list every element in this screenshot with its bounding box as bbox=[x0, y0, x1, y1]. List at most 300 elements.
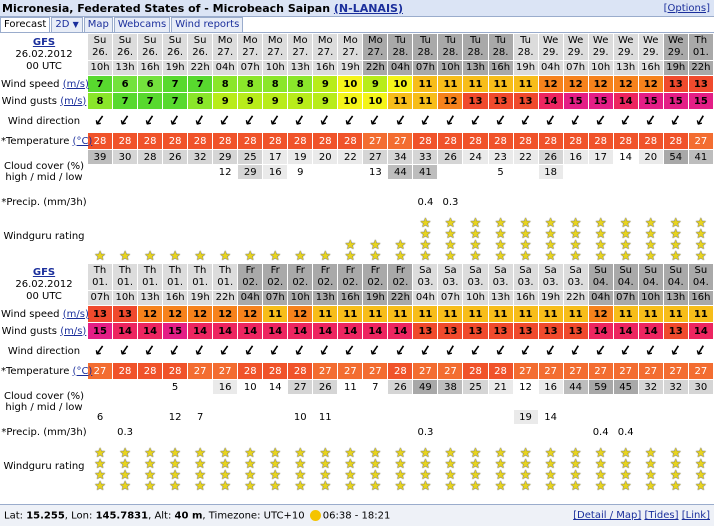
wind-gust-cell: 15 bbox=[689, 93, 713, 109]
precip-cell bbox=[639, 195, 663, 209]
rating-cell bbox=[539, 210, 563, 262]
cloud-low-cell bbox=[288, 180, 312, 194]
rating-cell bbox=[263, 440, 287, 492]
temperature-cell: 28 bbox=[113, 363, 137, 379]
row-label bbox=[1, 195, 87, 209]
row-label bbox=[1, 93, 87, 109]
wind-arrow-icon: ↙ bbox=[468, 112, 483, 130]
rating-cell bbox=[263, 210, 287, 262]
wind-speed-cell: 11 bbox=[664, 306, 688, 322]
wind-arrow-icon: ↙ bbox=[668, 341, 684, 361]
rating-cell bbox=[639, 440, 663, 492]
wind-direction-cell bbox=[514, 110, 538, 132]
rating-cell bbox=[188, 210, 212, 262]
options-link[interactable]: [Options] bbox=[663, 2, 710, 14]
star-icon: ★ ★ ★ ★ bbox=[394, 446, 407, 494]
wind-speed-cell: 11 bbox=[413, 76, 437, 92]
wind-direction-cell bbox=[363, 110, 387, 132]
model-link[interactable]: GFS bbox=[32, 266, 56, 278]
star-icon: ★ ★ ★ ★ bbox=[619, 446, 632, 494]
wind-speed-cell: 8 bbox=[213, 76, 237, 92]
star-icon: ★ ★ ★ ★ bbox=[319, 446, 332, 494]
day-name: Mo bbox=[292, 35, 308, 46]
wind-gust-cell: 13 bbox=[489, 93, 513, 109]
row-label bbox=[1, 323, 87, 339]
star-icon: ★ bbox=[119, 249, 131, 264]
cloud-low-cell bbox=[363, 180, 387, 194]
day-header bbox=[188, 264, 212, 290]
day-date: 29. bbox=[617, 47, 634, 58]
rating-cell bbox=[614, 210, 638, 262]
day-header bbox=[689, 264, 713, 290]
hour-header: 04h bbox=[539, 61, 563, 75]
temperature-cell: 28 bbox=[188, 133, 212, 149]
wind-arrow-icon: ↙ bbox=[392, 111, 408, 131]
latitude: 15.255 bbox=[26, 510, 65, 522]
wind-direction-cell bbox=[664, 110, 688, 132]
star-icon: ★ ★ ★ ★ bbox=[619, 216, 632, 264]
location-info: Lat: 15.255, Lon: 145.7831, Alt: 40 m, Timezone: UTC+10 06:38 - 18:21 bbox=[4, 510, 391, 522]
day-header bbox=[263, 34, 287, 60]
longitude: 145.7831 bbox=[95, 510, 149, 522]
cloud-mid-cell bbox=[514, 395, 538, 409]
footer-bar bbox=[0, 504, 714, 526]
precip-cell bbox=[263, 425, 287, 439]
rating-cell bbox=[288, 210, 312, 262]
wind-arrow-icon: ↙ bbox=[468, 342, 483, 360]
day-date: 02. bbox=[242, 277, 259, 288]
cloud-mid-cell bbox=[238, 395, 262, 409]
hour-header: 22h bbox=[564, 291, 588, 305]
precip-cell bbox=[188, 425, 212, 439]
wind-gusts-unit-link[interactable]: (m/s) bbox=[60, 95, 87, 107]
day-name: Sa bbox=[519, 265, 532, 276]
wind-arrow-icon: ↙ bbox=[593, 342, 608, 360]
tab-forecast[interactable]: Forecast bbox=[0, 17, 50, 32]
cloud-low-cell bbox=[113, 180, 137, 194]
cloud-low-cell bbox=[363, 410, 387, 424]
wind-direction-cell bbox=[188, 340, 212, 362]
cloud-high-cell: 59 bbox=[589, 380, 613, 394]
cloud-high-cell: 25 bbox=[463, 380, 487, 394]
wind-arrow-icon: ↙ bbox=[643, 341, 659, 361]
precip-cell bbox=[213, 195, 237, 209]
day-name: Fr bbox=[370, 265, 380, 276]
wind-direction-cell bbox=[263, 340, 287, 362]
day-name: Th bbox=[118, 265, 132, 276]
day-name: Su bbox=[143, 35, 157, 46]
wind-direction-cell bbox=[288, 110, 312, 132]
hour-header: 10h bbox=[113, 291, 137, 305]
cloud-low-cell bbox=[639, 410, 663, 424]
wind-speed-cell: 12 bbox=[564, 76, 588, 92]
wind-speed-cell: 11 bbox=[514, 306, 538, 322]
chevron-down-icon[interactable]: ▼ bbox=[72, 20, 79, 29]
star-icon: ★ ★ ★ ★ bbox=[419, 446, 432, 494]
wind-arrow-icon: ↙ bbox=[643, 111, 659, 131]
temperature-cell: 28 bbox=[288, 133, 312, 149]
wind-gust-cell: 13 bbox=[489, 323, 513, 339]
star-icon: ★ ★ ★ ★ bbox=[444, 446, 457, 494]
cloud-low-cell bbox=[413, 180, 437, 194]
wind-speed-unit-link[interactable]: (m/s) bbox=[62, 308, 89, 320]
wind-direction-cell bbox=[564, 110, 588, 132]
wind-gust-cell: 8 bbox=[88, 93, 112, 109]
rating-label: Windguru rating bbox=[3, 460, 85, 472]
forecast-table bbox=[0, 33, 714, 263]
star-icon: ★ ★ ★ ★ bbox=[194, 446, 206, 494]
rating-cell bbox=[689, 210, 713, 262]
cloud-cover-title: Cloud cover (%) bbox=[3, 161, 85, 172]
cloud-mid-cell bbox=[639, 165, 663, 179]
rating-cell bbox=[463, 440, 487, 492]
cloud-low-cell: 11 bbox=[313, 410, 337, 424]
wind-speed-unit-link[interactable]: (m/s) bbox=[62, 78, 89, 90]
wind-speed-cell: 13 bbox=[113, 306, 137, 322]
day-name: Sa bbox=[419, 265, 432, 276]
cloud-low-cell bbox=[263, 180, 287, 194]
wind-gust-cell: 15 bbox=[88, 323, 112, 339]
temperature-unit-link[interactable]: (°C) bbox=[72, 135, 93, 147]
temperature-cell: 28 bbox=[664, 133, 688, 149]
tab-2d[interactable]: 2D ▼ bbox=[51, 17, 82, 32]
day-name: Tu bbox=[495, 35, 506, 46]
day-date: 28. bbox=[392, 47, 409, 58]
timezone: UTC+10 bbox=[263, 510, 305, 522]
temperature-cell: 27 bbox=[639, 363, 663, 379]
wind-gust-cell: 13 bbox=[463, 323, 487, 339]
cloud-low-cell bbox=[438, 410, 462, 424]
model-link[interactable]: GFS bbox=[32, 36, 56, 48]
temperature-cell: 28 bbox=[138, 133, 162, 149]
rating-cell bbox=[438, 440, 462, 492]
cloud-high-cell: 26 bbox=[539, 150, 563, 164]
day-name: Su bbox=[619, 265, 633, 276]
wind-arrow-icon: ↙ bbox=[392, 341, 408, 361]
cloud-high-cell: 16 bbox=[539, 380, 563, 394]
tab-bar bbox=[0, 17, 714, 33]
rating-cell bbox=[589, 210, 613, 262]
wind-speed-cell: 11 bbox=[514, 76, 538, 92]
cloud-mid-cell: 18 bbox=[539, 165, 563, 179]
day-date: 26. bbox=[142, 47, 159, 58]
cloud-mid-cell bbox=[438, 165, 462, 179]
cloud-high-cell: 27 bbox=[363, 150, 387, 164]
wind-arrow-icon: ↙ bbox=[442, 341, 459, 361]
cloud-mid-cell bbox=[88, 395, 112, 409]
cloud-mid-cell bbox=[514, 165, 538, 179]
day-date: 02. bbox=[367, 277, 384, 288]
spot-title: Micronesia, Federated States of - Microbeach Saipan (N-LANAIS) bbox=[2, 1, 403, 15]
cloud-high-cell: 32 bbox=[639, 380, 663, 394]
wind-direction-cell bbox=[313, 340, 337, 362]
temperature-cell: 28 bbox=[514, 133, 538, 149]
wind-speed-cell: 12 bbox=[589, 306, 613, 322]
day-name: Su bbox=[694, 265, 708, 276]
precip-cell bbox=[263, 195, 287, 209]
wind-direction-cell bbox=[539, 340, 563, 362]
star-icon: ★ ★ ★ ★ bbox=[594, 446, 607, 494]
hour-header: 19h bbox=[338, 61, 362, 75]
wind-direction-cell bbox=[539, 110, 563, 132]
rating-cell bbox=[113, 440, 137, 492]
cloud-mid-cell: 9 bbox=[288, 165, 312, 179]
hour-header: 04h bbox=[388, 61, 412, 75]
temperature-cell: 28 bbox=[138, 363, 162, 379]
day-header bbox=[213, 34, 237, 60]
star-icon: ★ ★ ★ ★ bbox=[269, 446, 282, 494]
wind-gust-cell: 13 bbox=[564, 323, 588, 339]
cloud-mid-cell: 16 bbox=[263, 165, 287, 179]
precip-cell bbox=[88, 425, 112, 439]
hour-header: 10h bbox=[463, 291, 487, 305]
precip-cell bbox=[539, 195, 563, 209]
wind-arrow-icon: ↙ bbox=[368, 342, 383, 360]
rating-cell bbox=[639, 210, 663, 262]
hour-header: 04h bbox=[238, 291, 262, 305]
day-date: 29. bbox=[567, 47, 584, 58]
day-name: We bbox=[542, 35, 559, 46]
temperature-cell: 28 bbox=[88, 133, 112, 149]
cloud-low-cell bbox=[338, 410, 362, 424]
wind-speed-cell: 11 bbox=[338, 306, 362, 322]
hour-header: 16h bbox=[313, 61, 337, 75]
rating-cell bbox=[138, 210, 162, 262]
wind-arrow-icon: ↙ bbox=[192, 111, 208, 131]
cloud-low-cell bbox=[463, 410, 487, 424]
wind-gust-cell: 9 bbox=[263, 93, 287, 109]
wind-gust-cell: 14 bbox=[263, 323, 287, 339]
precip-cell bbox=[438, 425, 462, 439]
cloud-low-cell bbox=[138, 410, 162, 424]
rating-cell bbox=[564, 210, 588, 262]
rating-cell bbox=[689, 440, 713, 492]
wind-direction-cell bbox=[338, 340, 362, 362]
star-icon: ★ ★ ★ ★ bbox=[695, 446, 707, 494]
cloud-mid-cell bbox=[338, 165, 362, 179]
day-name: Th bbox=[694, 35, 708, 46]
wind-gust-cell: 8 bbox=[188, 93, 212, 109]
wind-direction-cell bbox=[163, 340, 187, 362]
model-utc: 00 UTC bbox=[26, 60, 62, 72]
wind-gust-cell: 14 bbox=[539, 93, 563, 109]
star-icon: ★ ★ ★ ★ bbox=[494, 216, 507, 264]
day-date: 29. bbox=[642, 47, 659, 58]
cloud-mid-cell bbox=[589, 395, 613, 409]
rating-cell bbox=[438, 210, 462, 262]
rating-cell bbox=[213, 210, 237, 262]
wind-speed-cell: 9 bbox=[363, 76, 387, 92]
wind-gust-cell: 11 bbox=[388, 93, 412, 109]
day-date: 01. bbox=[92, 277, 108, 288]
wind-arrow-icon: ↙ bbox=[242, 342, 258, 360]
wind-arrow-icon: ↙ bbox=[567, 341, 584, 361]
hour-header: 10h bbox=[639, 291, 663, 305]
precip-cell bbox=[614, 195, 638, 209]
star-icon: ★ bbox=[169, 249, 181, 264]
precip-cell bbox=[489, 195, 513, 209]
model-date: 26.02.2012 bbox=[15, 278, 73, 290]
row-label bbox=[1, 210, 87, 262]
wind-direction-cell bbox=[438, 340, 462, 362]
precip-cell bbox=[388, 425, 412, 439]
rating-cell bbox=[363, 210, 387, 262]
wind-gust-cell: 13 bbox=[463, 93, 487, 109]
day-name: Fr bbox=[395, 265, 405, 276]
wind-arrow-icon: ↙ bbox=[543, 111, 559, 131]
tides-link[interactable]: [Tides] bbox=[644, 510, 679, 521]
cloud-high-cell: 39 bbox=[88, 150, 112, 164]
hour-header: 19h bbox=[188, 291, 212, 305]
cloud-high-cell: 28 bbox=[138, 150, 162, 164]
wind-gusts-unit-link[interactable]: (m/s) bbox=[60, 325, 87, 337]
rating-cell bbox=[363, 440, 387, 492]
cloud-high-cell: 19 bbox=[288, 150, 312, 164]
detail-map-link[interactable]: [Detail / Map] bbox=[573, 510, 642, 521]
temperature-cell: 28 bbox=[313, 133, 337, 149]
day-date: 27. bbox=[267, 47, 284, 58]
cloud-low-cell bbox=[614, 410, 638, 424]
day-date: 01. bbox=[192, 277, 209, 288]
wind-arrow-icon: ↙ bbox=[317, 111, 333, 131]
rating-cell bbox=[463, 210, 487, 262]
cloud-high-cell: 26 bbox=[438, 150, 462, 164]
cloud-mid-cell bbox=[564, 165, 588, 179]
temperature-cell: 27 bbox=[589, 363, 613, 379]
precip-cell bbox=[564, 425, 588, 439]
day-date: 04. bbox=[667, 277, 684, 288]
temperature-cell: 27 bbox=[664, 363, 688, 379]
precip-cell bbox=[138, 195, 162, 209]
cloud-low-cell bbox=[438, 180, 462, 194]
cloud-high-cell: 12 bbox=[514, 380, 538, 394]
cloud-low-cell bbox=[313, 180, 337, 194]
wind-gust-cell: 14 bbox=[689, 323, 713, 339]
cloud-high-cell bbox=[138, 380, 162, 394]
wind-arrow-icon: ↙ bbox=[518, 111, 533, 131]
wind-direction-cell bbox=[589, 340, 613, 362]
rating-cell bbox=[338, 440, 362, 492]
wind-speed-cell: 13 bbox=[88, 306, 112, 322]
wind-arrow-icon: ↙ bbox=[117, 342, 133, 360]
cloud-mid-cell: 13 bbox=[363, 165, 387, 179]
day-date: 27. bbox=[217, 47, 234, 58]
precip-label: *Precip. (mm/3h) bbox=[1, 426, 87, 438]
temperature-cell: 27 bbox=[689, 363, 713, 379]
cloud-low-cell: 14 bbox=[539, 410, 563, 424]
wind-speed-cell: 11 bbox=[413, 306, 437, 322]
cloud-low-cell bbox=[539, 180, 563, 194]
cloud-low-cell bbox=[589, 180, 613, 194]
hour-header: 10h bbox=[288, 291, 312, 305]
hour-header: 04h bbox=[213, 61, 237, 75]
precip-cell bbox=[664, 195, 688, 209]
cloud-high-cell: 21 bbox=[489, 380, 513, 394]
star-icon: ★ ★ bbox=[394, 238, 407, 264]
wind-speed-cell: 12 bbox=[188, 306, 212, 322]
wind-gust-cell: 13 bbox=[514, 93, 538, 109]
cloud-low-cell: 19 bbox=[514, 410, 538, 424]
precip-cell bbox=[313, 425, 337, 439]
day-header bbox=[614, 34, 638, 60]
precip-cell bbox=[338, 195, 362, 209]
precip-cell: 0.4 bbox=[417, 196, 434, 208]
star-icon: ★ bbox=[319, 249, 332, 264]
temperature-cell: 28 bbox=[238, 363, 262, 379]
day-date: 02. bbox=[317, 277, 334, 288]
row-label bbox=[1, 440, 87, 492]
cloud-mid-cell bbox=[614, 395, 638, 409]
spot-code-link[interactable]: (N-LANAIS) bbox=[333, 1, 403, 15]
day-name: Th bbox=[143, 265, 157, 276]
wind-arrow-icon: ↙ bbox=[267, 111, 283, 131]
temperature-cell: 28 bbox=[388, 363, 412, 379]
star-icon: ★ ★ ★ ★ bbox=[419, 216, 432, 264]
day-header bbox=[213, 264, 237, 290]
wind-gust-cell: 15 bbox=[163, 323, 187, 339]
cloud-high-cell: 17 bbox=[589, 150, 613, 164]
day-name: Mo bbox=[242, 35, 258, 46]
tab-webcams[interactable]: Webcams bbox=[114, 17, 170, 32]
wind-speed-cell: 12 bbox=[288, 306, 312, 322]
wind-direction-cell bbox=[238, 340, 262, 362]
wind-arrow-icon: ↙ bbox=[142, 111, 158, 131]
day-date: 03. bbox=[467, 277, 484, 288]
tab-wind-reports[interactable]: Wind reports bbox=[171, 17, 243, 32]
temperature-unit-link[interactable]: (°C) bbox=[72, 365, 93, 377]
day-name: Sa bbox=[494, 265, 507, 276]
day-date: 28. bbox=[492, 47, 509, 58]
rating-cell bbox=[664, 440, 688, 492]
wind-direction-cell bbox=[388, 110, 412, 132]
cloud-high-cell: 41 bbox=[689, 150, 713, 164]
cloud-low-cell bbox=[664, 410, 688, 424]
cloud-high-cell: 22 bbox=[338, 150, 362, 164]
day-name: Su bbox=[594, 265, 607, 276]
cloud-high-cell: 34 bbox=[388, 150, 412, 164]
wind-direction-cell bbox=[138, 340, 162, 362]
rating-cell bbox=[514, 440, 538, 492]
day-header bbox=[539, 264, 563, 290]
cloud-low-cell bbox=[238, 180, 262, 194]
wind-direction-cell bbox=[514, 340, 538, 362]
temperature-cell: 28 bbox=[463, 363, 487, 379]
wind-speed-cell: 11 bbox=[363, 306, 387, 322]
rating-cell bbox=[489, 210, 513, 262]
wind-direction-cell bbox=[438, 110, 462, 132]
row-label bbox=[1, 306, 87, 322]
cloud-low-cell bbox=[589, 410, 613, 424]
precip-cell bbox=[539, 425, 563, 439]
day-name: Su bbox=[168, 35, 182, 46]
day-date: 29. bbox=[542, 47, 559, 58]
wind-arrow-icon: ↙ bbox=[267, 341, 283, 361]
wind-gust-cell: 14 bbox=[138, 323, 162, 339]
wind-direction-cell bbox=[263, 110, 287, 132]
day-header bbox=[288, 34, 312, 60]
wind-gust-cell: 13 bbox=[438, 323, 462, 339]
link-link[interactable]: [Link] bbox=[681, 510, 710, 521]
wind-direction-cell bbox=[338, 110, 362, 132]
cloud-low-cell bbox=[88, 180, 112, 194]
cloud-high-cell: 14 bbox=[263, 380, 287, 394]
tab-map[interactable]: Map bbox=[84, 17, 113, 32]
rating-cell bbox=[88, 440, 112, 492]
day-date: 04. bbox=[617, 277, 634, 288]
precip-cell bbox=[363, 425, 387, 439]
wind-speed-cell: 11 bbox=[489, 306, 513, 322]
day-name: Fr bbox=[320, 265, 330, 276]
